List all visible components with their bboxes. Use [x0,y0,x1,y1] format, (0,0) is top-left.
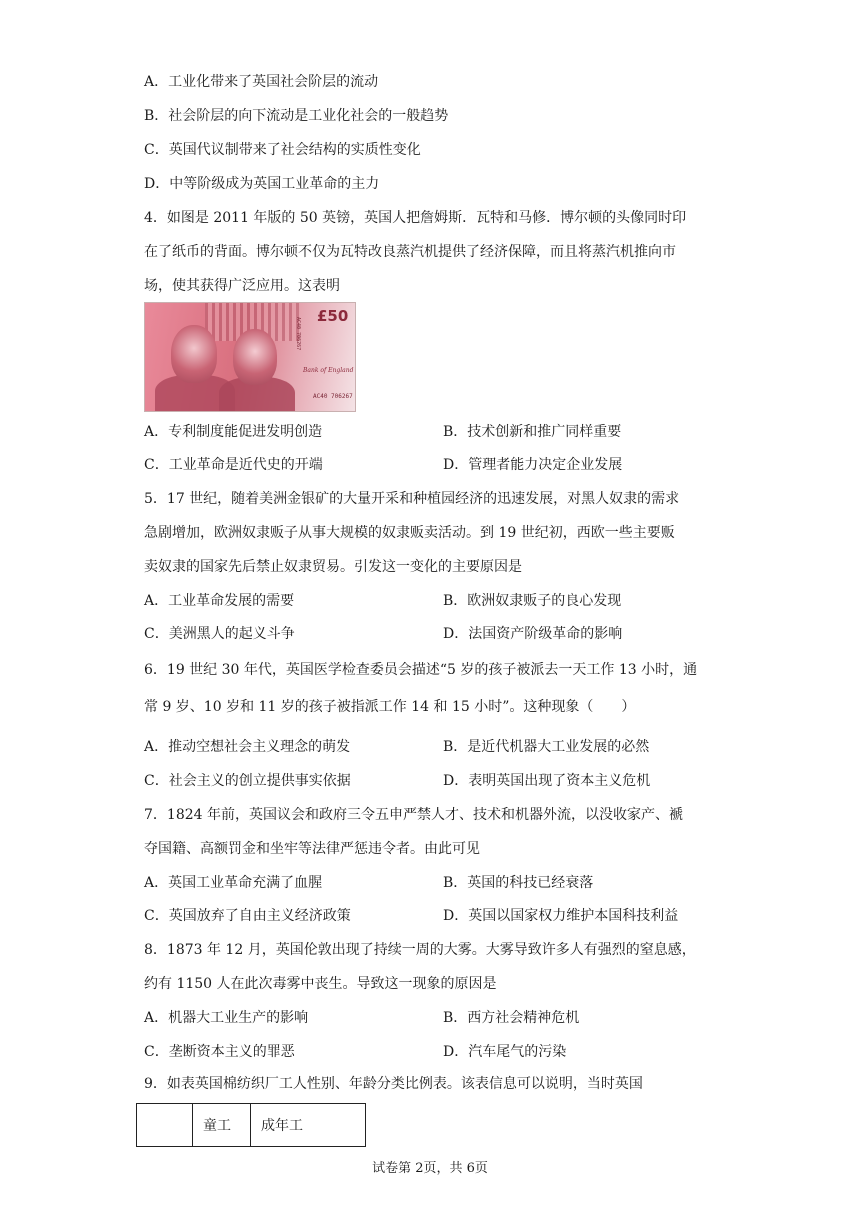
q3-option-b: B．社会阶层的向下流动是工业化社会的一般趋势 [144,108,449,124]
q4-stem-line-3: 场，使其获得广泛应用。这表明 [144,278,340,294]
table-header-empty [137,1104,193,1147]
q7-option-d: D．英国以国家权力维护本国科技利益 [443,908,679,924]
fifty-pound-banknote-image [144,302,356,412]
q3-option-a: A．工业化带来了英国社会阶层的流动 [144,74,379,90]
q4-option-d: D．管理者能力决定企业发展 [443,457,623,473]
table-row [137,1104,366,1147]
q4-stem-line-1: 4．如图是 2011 年版的 50 英镑，英国人把詹姆斯．瓦特和马修．博尔顿的头像同时印 [144,210,687,226]
q7-stem-line-2: 夺国籍、高额罚金和坐牢等法律严惩违令者。由此可见 [144,841,480,857]
q4-option-b: B．技术创新和推广同样重要 [443,424,622,440]
q5-option-c: C．美洲黑人的起义斗争 [144,626,295,642]
q8-stem-line-2: 约有 1150 人在此次毒雾中丧生。导致这一现象的原因是 [144,976,497,992]
q6-option-c: C．社会主义的创立提供事实依据 [144,773,351,789]
banknote-serial-vertical: AC40 706267 [295,317,301,351]
q5-stem-line-3: 卖奴隶的国家先后禁止奴隶贸易。引发这一变化的主要原因是 [144,559,522,575]
q5-stem-line-2: 急剧增加，欧洲奴隶贩子从事大规模的奴隶贩卖活动。到 19 世纪初，西欧一些主要贩 [144,525,675,541]
q3-option-c: C．英国代议制带来了社会结构的实质性变化 [144,142,421,158]
q7-option-b: B．英国的科技已经衰落 [443,875,594,891]
banknote-portrait-watt [233,329,277,385]
banknote-serial: AC40 706267 [313,393,353,400]
banknote-denomination: £50 [317,307,349,325]
table-header-adult-labor: 成年工 [251,1104,366,1147]
q8-option-a: A．机器大工业生产的影响 [144,1010,309,1026]
page-footer: 试卷第 2页，共 6页 [372,1161,488,1176]
q5-option-b: B．欧洲奴隶贩子的良心发现 [443,593,622,609]
q6-option-a: A．推动空想社会主义理念的萌发 [144,739,351,755]
q8-option-d: D．汽车尾气的污染 [443,1044,567,1060]
q4-stem-line-2: 在了纸币的背面。博尔顿不仅为瓦特改良蒸汽机提供了经济保障，而且将蒸汽机推向市 [144,244,676,260]
q6-option-d: D．表明英国出现了资本主义危机 [443,773,651,789]
q6-stem-line-2: 常 9 岁、10 岁和 11 岁的孩子被指派工作 14 和 15 小时”。这种现象（ ） [144,699,636,715]
q8-stem-line-1: 8．1873 年 12 月，英国伦敦出现了持续一周的大雾。大雾导致许多人有强烈的窒息感， [144,942,696,958]
q6-option-b: B．是近代机器大工业发展的必然 [443,739,650,755]
q5-option-a: A．工业革命发展的需要 [144,593,295,609]
q7-option-a: A．英国工业革命充满了血腥 [144,875,323,891]
q5-stem-line-1: 5．17 世纪，随着美洲金银矿的大量开采和种植园经济的迅速发展，对黑人奴隶的需求 [144,491,680,507]
q5-option-d: D．法国资产阶级革命的影响 [443,626,623,642]
q4-option-a: A．专利制度能促进发明创造 [144,424,323,440]
q9-worker-ratio-table [136,1103,366,1147]
q8-option-b: B．西方社会精神危机 [443,1010,580,1026]
q7-stem-line-1: 7．1824 年前，英国议会和政府三令五申严禁人才、技术和机器外流，以没收家产、褫 [144,807,683,823]
table-header-child-labor: 童工 [193,1104,251,1147]
q8-option-c: C．垄断资本主义的罪恶 [144,1044,295,1060]
q4-option-c: C．工业革命是近代史的开端 [144,457,323,473]
banknote-bank-text: Bank of England [303,367,354,374]
q9-stem-line-1: 9．如表英国棉纺织厂工人性别、年龄分类比例表。该表信息可以说明，当时英国 [144,1076,643,1092]
q7-option-c: C．英国放弃了自由主义经济政策 [144,908,351,924]
q3-option-d: D．中等阶级成为英国工业革命的主力 [144,176,380,192]
q6-stem-line-1: 6．19 世纪 30 年代，英国医学检查委员会描述“5 岁的孩子被派去一天工作 13 小时，通 [144,662,698,678]
banknote-portrait-boulton [171,325,217,383]
